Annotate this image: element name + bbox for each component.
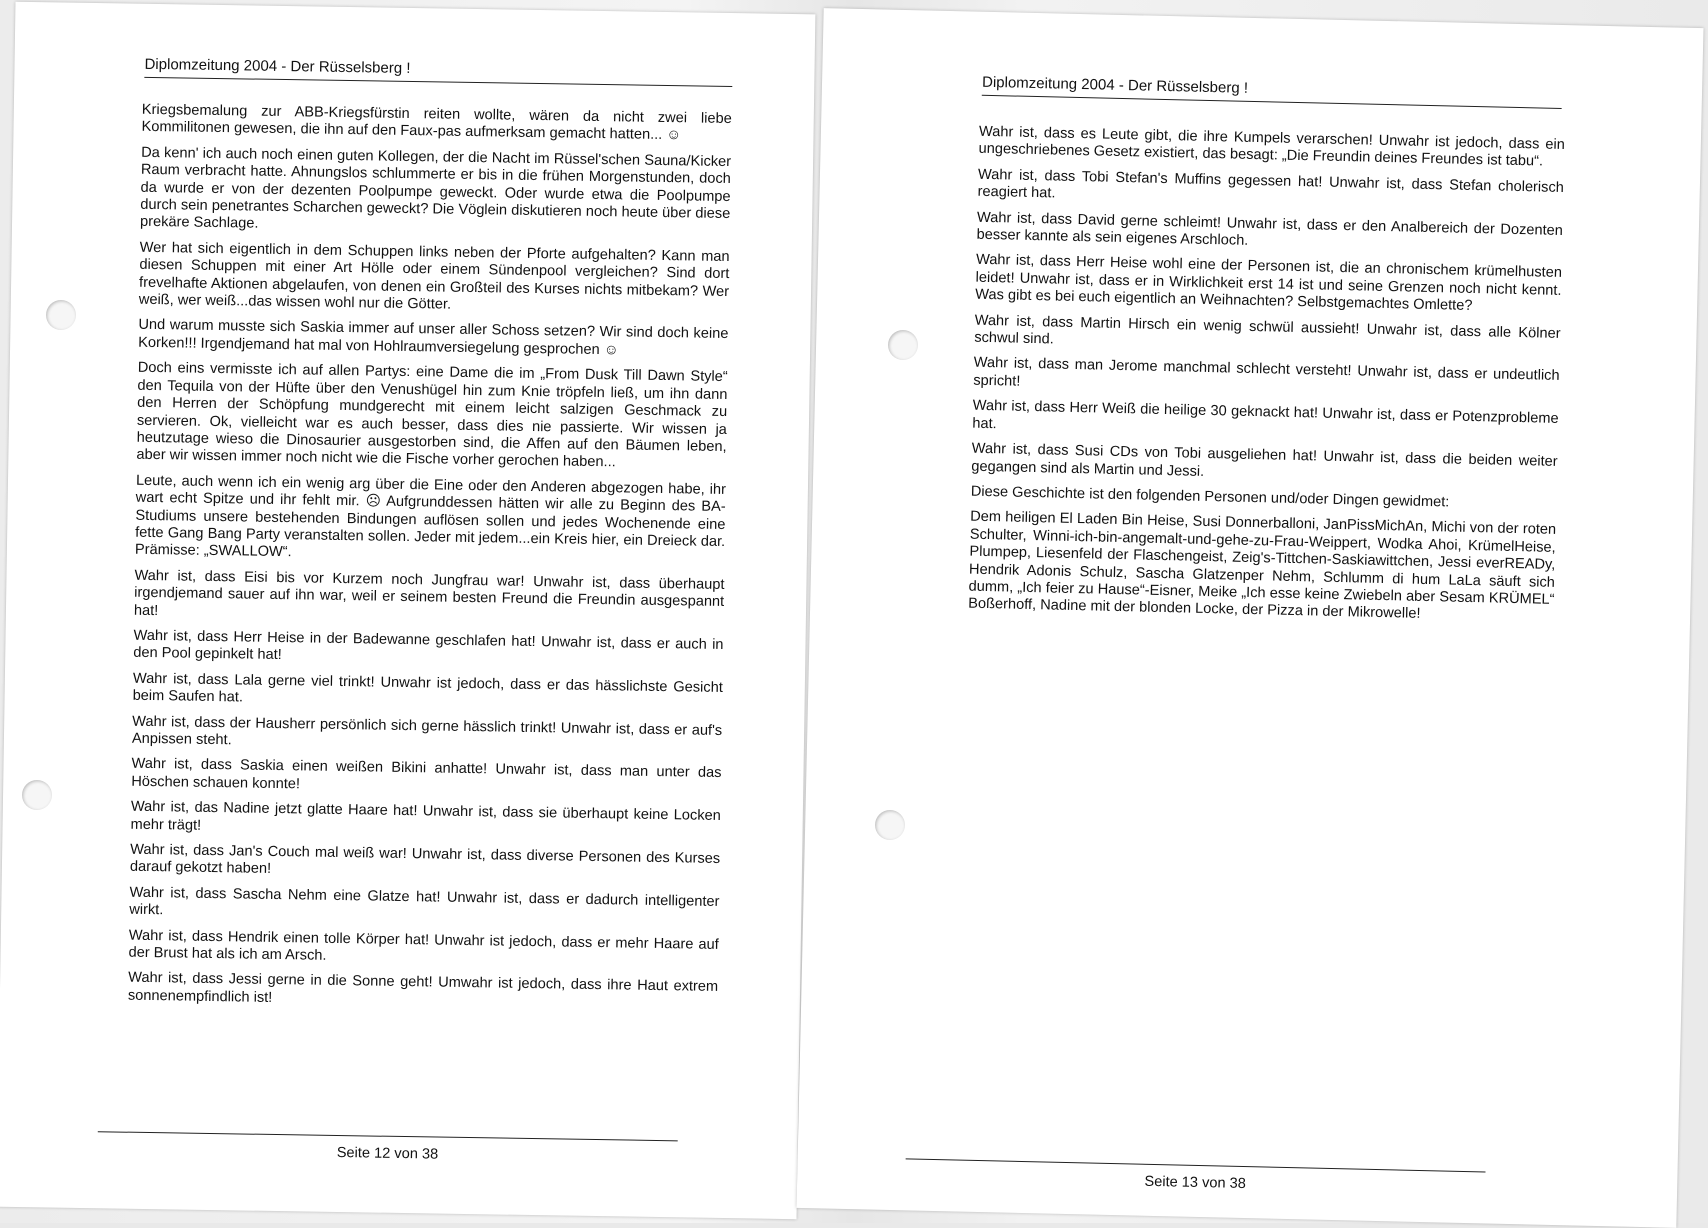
page-left <box>0 2 815 1219</box>
paragraph: Da kenn' ich auch noch einen guten Kollegen, der die Nacht im Rüssel'schen Sauna/Kicker Raum verbracht hatte. Ahnungslos schlummerte er bis in die frühen Morgenstunden, doch da wurde er von der dezenten Poolpumpe geweckt. Oder wurde etwa die Poolpumpe durch sein penetrantes Scharchen geweckt? Die Vöglein diskutieren noch heute über diese prekäre Sachlage. <box>139 144 732 233</box>
paragraph: Wahr ist, dass Jessi gerne in die Sonne geht! Umwahr ist jedoch, dass ihre Haut extrem sonnenempfindlich ist! <box>127 970 719 1006</box>
paragraph: Wahr ist, dass Tobi Stefan's Muffins gegessen hat! Unwahr ist, dass Stefan cholerisch reagiert hat. <box>977 166 1565 202</box>
page-number: Seite 13 von 38 <box>1144 1173 1247 1193</box>
punch-hole <box>888 330 918 360</box>
punch-hole <box>875 810 905 840</box>
paragraph: Wahr ist, dass Herr Heise in der Badewanne geschlafen hat! Unwahr ist, dass er auch in den Pool gepinkelt hat! <box>133 627 724 664</box>
paragraph: Wahr ist, dass Lala gerne viel trinkt! Unwahr ist jedoch, dass er das hässlichste Gesicht beim Saufen hat. <box>132 670 723 706</box>
paragraph: Wahr ist, dass David gerne schleimt! Unwahr ist, dass er den Analbereich der Dozenten besser kannte als sein eigenes Arschloch. <box>976 209 1564 249</box>
paragraph: Wahr ist, dass es Leute gibt, die ihre Kumpels verarschen! Unwahr ist jedoch, dass ein ungeschriebenes Gesetz existiert, das besagt: „Die Freundin deines Freundes ist tabu“. <box>978 123 1565 170</box>
paragraph: Und warum musste sich Saskia immer auf unser aller Schoss setzen? Wir sind doch keine Korken!!! Irgendjemand hat mal von Hohlraumversiegelung gesprochen ☺ <box>138 317 729 359</box>
paragraph: Wahr ist, dass Hendrik einen tolle Körper hat! Unwahr ist jedoch, dass er mehr Haare auf der Brust hat als ich am Arsch. <box>128 927 719 964</box>
page-body <box>128 102 732 1022</box>
paragraph: Kriegsbemalung zur ABB-Kriegsfürstin reiten wollte, wären da nicht zwei liebe Kommilitonen gewesen, die ihn auf den Faux-pas aufmerksam gemacht hatten... ☺ <box>141 101 732 144</box>
page-right <box>797 8 1704 1228</box>
page-number: Seite 12 von 38 <box>336 1144 439 1163</box>
page-body <box>968 124 1565 635</box>
page-header: Diplomzeitung 2004 - Der Rüsselsberg ! <box>982 74 1562 109</box>
footer-divider <box>98 1131 678 1141</box>
paragraph: Wahr ist, dass Herr Heise wohl eine der Personen ist, die an chronischem krümelhusten leidet! Unwahr ist, dass er in Wirklichkeit erst 14 ist und seine Grenzen noch nicht kennt. Was gibt es bei euch eigentlich an Weihnachten? Selbstgemachtes Omlette? <box>975 252 1563 315</box>
dedication-list: Dem heiligen El Laden Bin Heise, Susi Donnerballoni, JanPissMichAn, Michi von der roten Schulter, Winni-ich-bin-angemalt-und-gehe-zu-Frau-Weippert, Wodka Ahoi, KrümelHeise, Plumpep, Liesenfeld der Flaschengeist, Zeig's-Tittchen-Saskiawittchen, Jessi everREADy, Hendrik Adonis Schulz, Sascha Glatzenper Nehm, Schlumm di hum LaLa säuft sich dumm, „Ich feier zu Hause“-Eisner, Meike „Ich esse keine Zwiebeln aber Sesam KRÜMEL“ Boßerhoff, Nadine mit der blonden Locke, der Pizza in der Mikrowelle! <box>968 508 1557 623</box>
dedication-intro: Diese Geschichte ist den folgenden Personen und/oder Dingen gewidmet: <box>970 483 1450 511</box>
punch-hole <box>22 780 52 810</box>
paragraph: Leute, auch wenn ich ein wenig arg über die Eine oder den Anderen abgezogen habe, ihr wart echt Spitze und ihr fehlt mir. ☹ Aufgrunddessen hätten wir alle zu Beginn des BA-Studiums unsere bestehenden Bindungen auflösen sollen und jedes Wochenende eine fette Gang Bang Party veranstalten sollen. Jeder mit jedem...ein Kreis hier, ein Dreieck dar. Prämisse: „SWALLOW“. <box>134 472 727 561</box>
page-header: Diplomzeitung 2004 - Der Rüsselsberg ! <box>144 56 732 87</box>
paragraph: Wahr ist, dass Susi CDs von Tobi ausgeliehen hat! Unwahr ist, dass die beiden weiter gegangen sind als Martin und Jessi. <box>971 440 1558 480</box>
paragraph: Wahr ist, dass Herr Weiß die heilige 30 geknackt hat! Unwahr ist, dass er Potenzprobleme hat. <box>972 397 1559 432</box>
paragraph: Wer hat sich eigentlich in dem Schuppen links neben der Pforte aufgehalten? Kann man diesen Schuppen mit einer Art Hölle oder einem Sündenpool vergleichen? Sind dort frevelhafte Aktionen abgelaufen, von denen ein Großteil des Kurses nichts mitbekam? Wer weiß, wer weiß...das wissen wohl nur die Götter. <box>138 239 730 313</box>
paragraph: Doch eins vermisste ich auf allen Partys: eine Dame die im „From Dusk Till Dawn Style“ den Tequila von der Hüfte über den Venushügel hin zum Knie tröpfeln ließ, um ihn dann den Herren der Schöpfung mundgerecht mit einem leicht salzigen Geschmack zu servieren. Ok, vielleicht war es auch besser, dass dies nie passierte. Wir wissen ja heutzutage wieso die Dinosaurier ausgestorben sind, die Affen auf den Bäumen leben, aber wir wissen immer noch nicht wie die Fische vorher gerochen haben... <box>136 360 728 471</box>
paragraph: Wahr ist, dass Sascha Nehm eine Glatze hat! Unwahr ist, dass er dadurch intelligenter wirkt. <box>129 884 720 919</box>
paragraph: Wahr ist, das Nadine jetzt glatte Haare hat! Unwahr ist, dass sie überhaupt keine Locken mehr trägt! <box>130 798 721 834</box>
paragraph: Wahr ist, dass der Hausherr persönlich sich gerne hässlich trinkt! Unwahr ist, dass er auf's Anpissen steht. <box>131 713 723 749</box>
punch-hole <box>46 300 76 330</box>
paragraph: Wahr ist, dass Saskia einen weißen Bikini anhatte! Unwahr ist, dass man unter das Höschen schauen konnte! <box>131 756 722 793</box>
paragraph: Wahr ist, dass Martin Hirsch ein wenig schwül aussieht! Unwahr ist, dass alle Kölner schwul sind. <box>974 312 1561 348</box>
paragraph: Wahr ist, dass man Jerome manchmal schlecht versteht! Unwahr ist, dass er undeutlich spricht! <box>973 355 1560 390</box>
paragraph: Wahr ist, dass Eisi bis vor Kurzem noch Jungfrau war! Unwahr ist, dass überhaupt irgendjemand sauer auf ihn war, weil er seinem besten Freund die Freundin ausgespannt hat! <box>133 567 725 619</box>
paragraph: Wahr ist, dass Jan's Couch mal weiß war! Unwahr ist, dass diverse Personen des Kurses darauf gekotzt haben! <box>129 841 721 878</box>
